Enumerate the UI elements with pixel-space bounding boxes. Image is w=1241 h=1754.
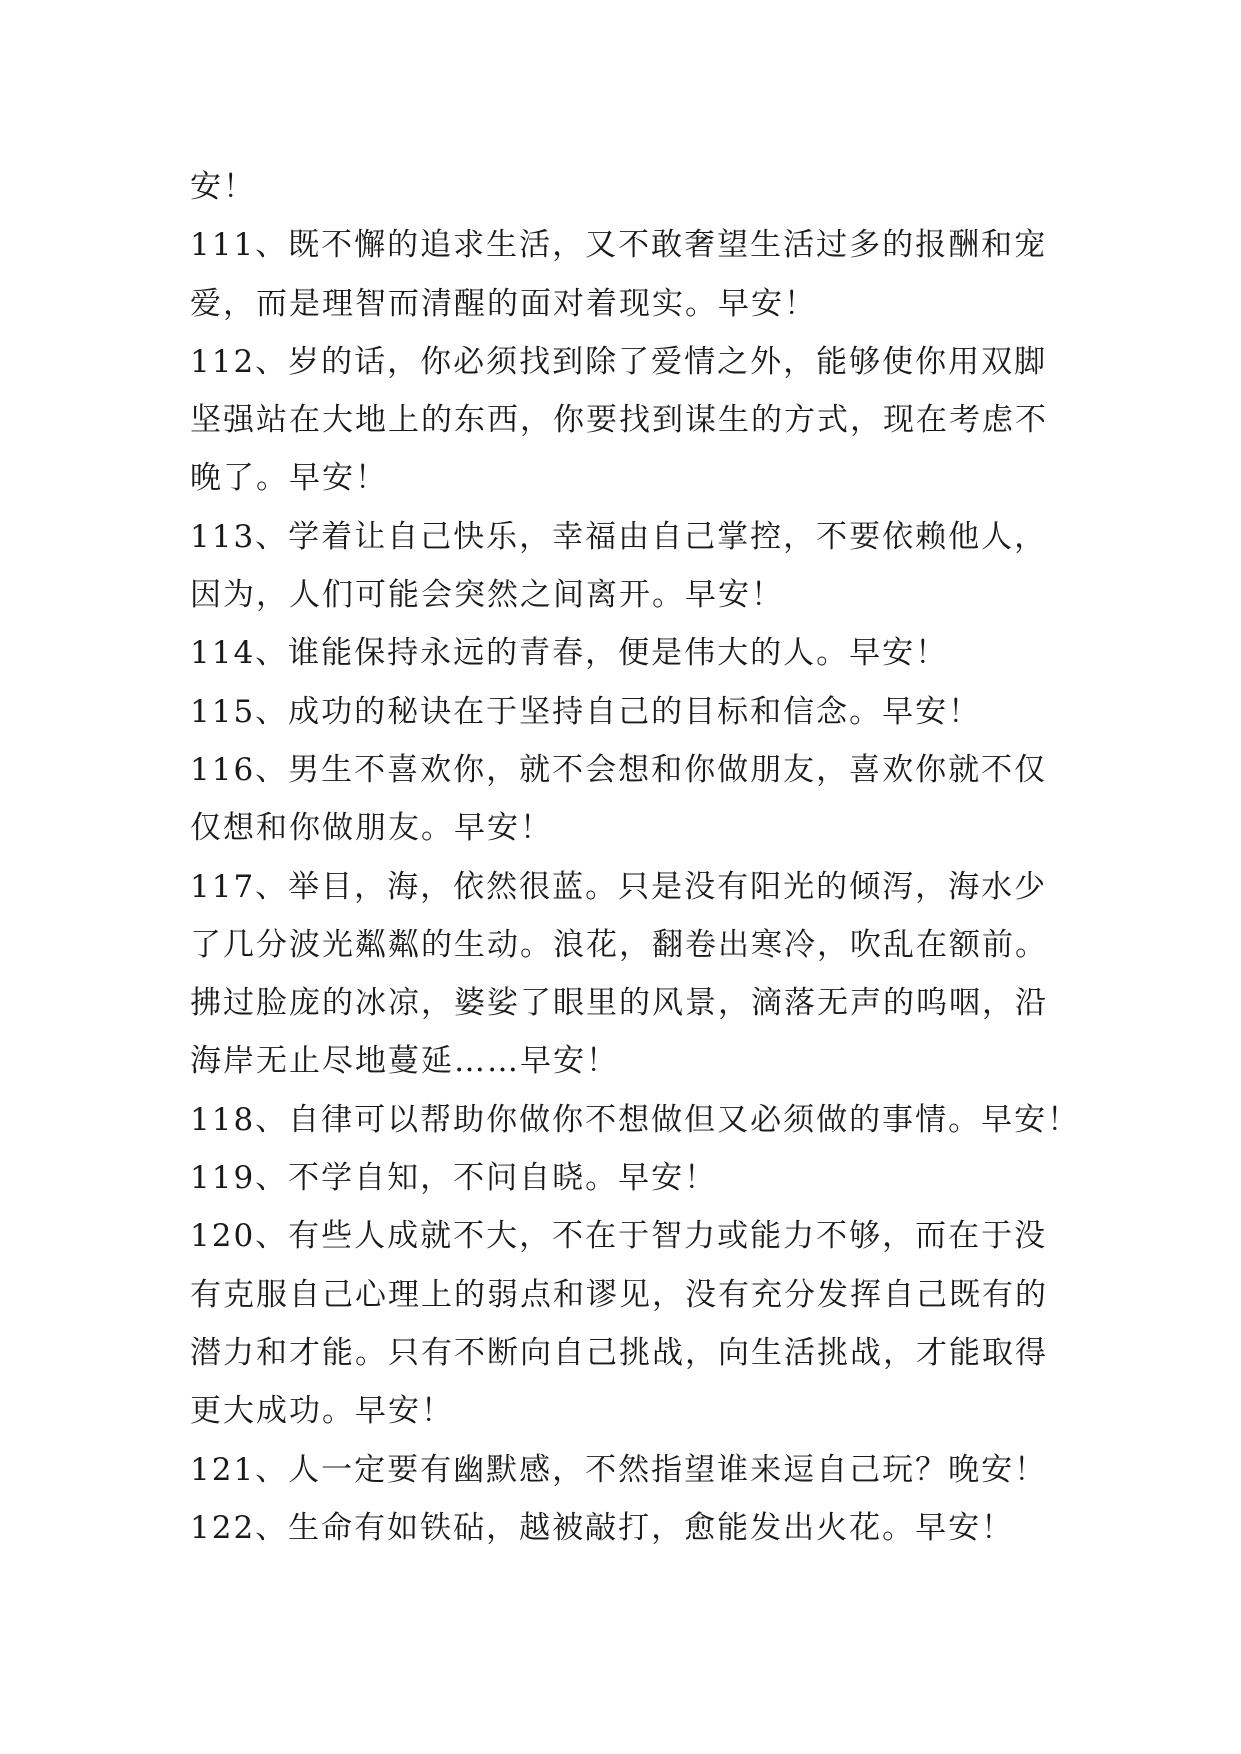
text-line: 坚强站在大地上的东西，你要找到谋生的方式，现在考虑不 <box>190 402 1048 439</box>
text-line: 118、自律可以帮助你做你不想做但又必须做的事情。早安！ <box>190 1101 1081 1138</box>
text-line: 爱，而是理智而清醒的面对着现实。早安！ <box>190 285 817 322</box>
text-line: 122、生命有如铁砧，越被敲打，愈能发出火花。早安！ <box>190 1509 1015 1546</box>
text-line: 晚了。早安！ <box>190 460 388 497</box>
text-line: 有克服自己心理上的弱点和谬见，没有充分发挥自己既有的 <box>190 1276 1048 1313</box>
text-line: 117、举目，海，依然很蓝。只是没有阳光的倾泻，海水少 <box>190 868 1048 905</box>
text-line: 仅想和你做朋友。早安！ <box>190 810 553 847</box>
text-line: 更大成功。早安！ <box>190 1393 454 1430</box>
text-line: 120、有些人成就不大，不在于智力或能力不够，而在于没 <box>190 1218 1048 1255</box>
text-line: 119、不学自知，不问自晓。早安！ <box>190 1160 718 1197</box>
text-line: 安！ <box>190 169 256 205</box>
text-line: 113、学着让自己快乐，幸福由自己掌控，不要依赖他人， <box>190 518 1048 555</box>
text-line: 112、岁的话，你必须找到除了爱情之外，能够使你用双脚 <box>190 343 1048 380</box>
text-line: 116、男生不喜欢你，就不会想和你做朋友，喜欢你就不仅 <box>190 751 1048 788</box>
text-line: 111、既不懈的追求生活，又不敢奢望生活过多的报酬和宠 <box>190 227 1048 264</box>
text-line: 拂过脸庞的冰凉，婆娑了眼里的风景，滴落无声的呜咽，沿 <box>190 985 1048 1022</box>
text-line: 115、成功的秘诀在于坚持自己的目标和信念。早安！ <box>190 693 982 730</box>
text-line: 因为，人们可能会突然之间离开。早安！ <box>190 577 784 614</box>
text-line: 114、谁能保持永远的青春，便是伟大的人。早安！ <box>190 635 949 672</box>
document-body <box>190 158 1090 1557</box>
text-line: 海岸无止尽地蔓延……早安！ <box>190 1043 619 1080</box>
text-line: 潜力和才能。只有不断向自己挑战，向生活挑战，才能取得 <box>190 1334 1048 1371</box>
text-line: 121、人一定要有幽默感，不然指望谁来逗自己玩？晚安！ <box>190 1451 1048 1488</box>
text-line: 了几分波光粼粼的生动。浪花，翻卷出寒冷，吹乱在额前。 <box>190 926 1048 963</box>
